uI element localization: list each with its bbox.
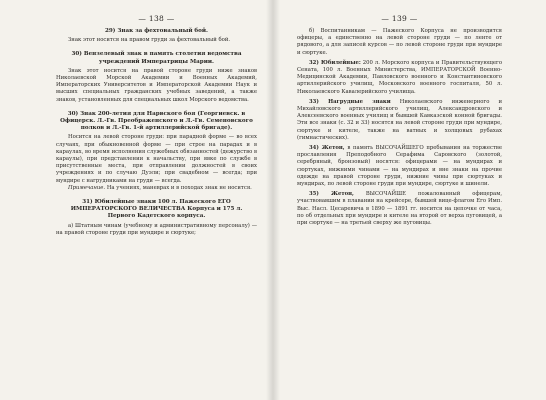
- right-page: [273, 0, 546, 400]
- book-gutter: [266, 0, 280, 400]
- section-29-heading: 29) Знак за фехтовальный бой.: [104, 28, 208, 34]
- section-30a-heading: 30) Вензелевый знак в память столетия ведомства учреждений Императрицы Марии.: [71, 51, 242, 65]
- section-30b-text: Носится на левой стороне груди: при парадной форме — во всех случаях, при обыкновенной форме — при строе на парадах и в караулах, во время исполнения служебных обязанностей (дежурство в караулы), при представлении к начальству, при явке по службе в присутственные места, при отправлении должностей в своих учреждениях и по случаю Дуэли; при свадебном — всегда; при мундире с нагрудниками на груди — всегда.: [56, 134, 257, 184]
- section-30a-text: Знак этот носится на правой стороне груди ниже знаков Николаевской Морской Академии и Военных Академий, Императорских Университетов и Императорской Академии Наук и высших специальных гражданских учебных заведений, а также знаков, установленных для специальных школ Морского ведомства.: [56, 67, 257, 103]
- section-30b-note: [56, 185, 257, 192]
- section-31-text: а) Штатным чинам (учебному и административному персоналу) — на правой стороне груди при мундире и сюртуке;: [56, 222, 257, 236]
- section-32: [297, 60, 502, 96]
- section-30b-heading: 30) Знак 200-летия для Нарвского боя (Георгиевск. в Офицерск. Л.-Гв. Преображенского и Л.-Гв. Семеновского полков и Л.-Гв. 1-й артиллерийской бригаде).: [60, 110, 253, 132]
- section-32-text: 200 л. Морского корпуса и Правительствующего Сената, 100 л. Военных Министерства, ИМПЕРАТОРСКОЙ Военно-Медицинской Академии, Павловского военного и Константиновского артиллерийского училищ, Московского военного госпиталя, 50 л. Николаевского Кавалерийского училища.: [297, 59, 503, 95]
- section-31-heading: 31) Юбилейные знаки 100 л. Пажеского ЕГО ИМПЕРАТОРСКОГО ВЕЛИЧЕСТВА Корпуса и 175 л. Первого Кадетского корпуса.: [70, 199, 243, 220]
- section-35-label: 35) Жетон,: [309, 191, 354, 198]
- running-head-left: — 138 —: [138, 14, 175, 23]
- running-head-right: — 139 —: [381, 14, 418, 23]
- section-35-text: ВЫСОЧАЙШЕ пожалованный офицерам, участвовавшим в плавании на крейсере, бывшей вице-флагом Его Имп. Выс. Насл. Цесаревича в 1890 — 1891 гг. носится на цепочке от часа, по об отдельных при мундире и кителе на второй от верха пуговицей, а при сюртуке — на третьей сверху же пуговицы.: [297, 191, 503, 227]
- note-label: Примечание.: [68, 184, 106, 191]
- section-34-label: 34) Жетон,: [309, 145, 345, 152]
- section-34-text: в память ВЫСОЧАЙШЕГО пребывания на торжестве прославления Преподобного Серафима Саровского (золотой, серебряный, бронзовый) носятся: офицерами — на мундирах и сюртуках, нижними чинами — на мундирах и вне знаки на прочие одежде на правой стороне груди, нижние чины при сюртуках и мундирах, по левой стороне груди при мундире, сюртуке и шинели.: [297, 145, 503, 188]
- section-29-text: Знак этот носится на правом груди за фехтовальный бой.: [68, 37, 231, 44]
- section-32-label: 32) Юбилейные:: [309, 59, 361, 66]
- note-text: На учениях, маневрах и в походах знак не носится.: [106, 184, 252, 191]
- section-b-text: б) Воспитанникам — Пажеского Корпуса не производится офицеры, а единственно на левой стороне груди — по ленте от рядового, а для записей курсов — по левой стороне груди при мундире и сюртуке.: [297, 28, 502, 56]
- section-34: [297, 145, 502, 188]
- section-33-text: Николаевского инженерного и Михайловского артиллерийского училищ, Александровского и Алексеевского военных училищ и бывшей Кавказской конной бригады. Эти все знаки (с. 32 и 33) носятся на левой стороне груди при мундире, сюртуке и кителе, также на ватных и холщовых рубахах (гимнастических).: [297, 98, 503, 141]
- section-35: [297, 191, 502, 227]
- section-33-label: 33) Нагрудные знаки: [309, 98, 391, 105]
- section-33: [297, 99, 502, 142]
